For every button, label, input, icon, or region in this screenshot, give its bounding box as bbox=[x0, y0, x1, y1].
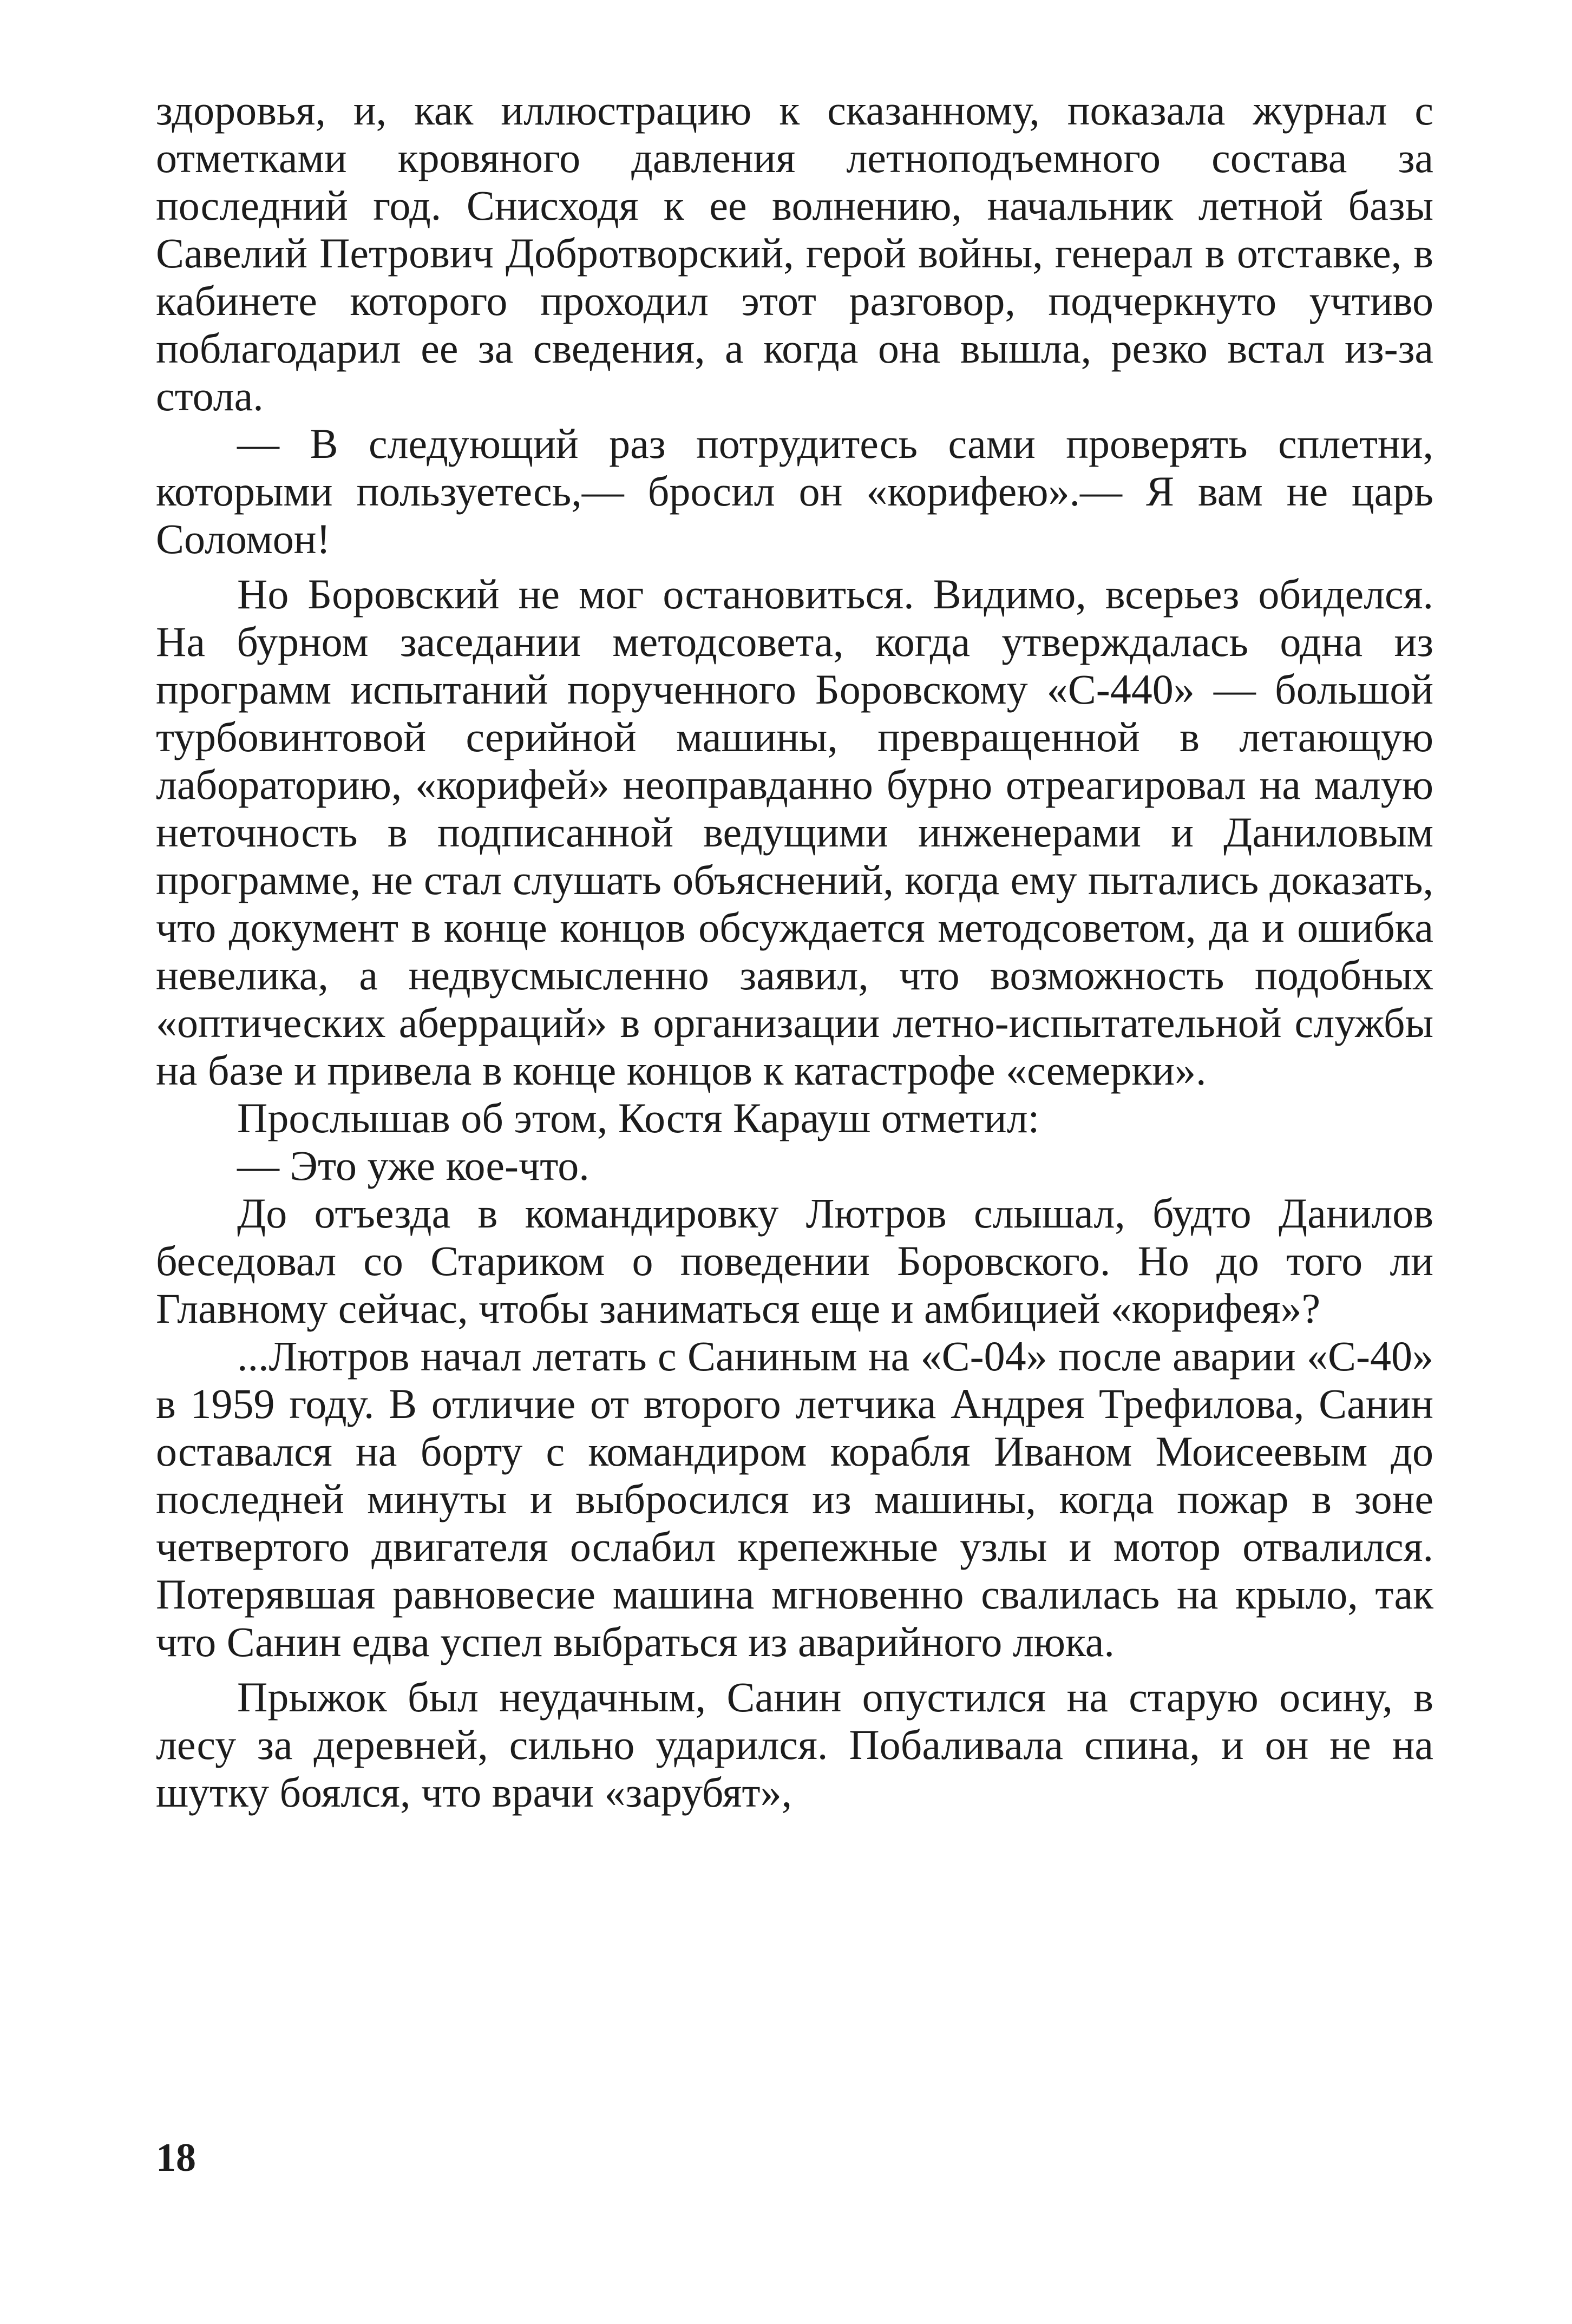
paragraph: До отъезда в командировку Лютров слышал, будто Данилов беседовал со Стариком о поведении Боровского. Но до того ли Главному сейчас, чтобы заниматься еще и амбицией «корифея»? bbox=[156, 1190, 1433, 1332]
paragraph: ...Лютров начал летать с Саниным на «С-04» после аварии «С-40» в 1959 году. В отличие от второго летчика Андрея Трефилова, Санин оставался на борту с командиром корабля Иваном Моисеевым до последней минуты и выбросился из машины, когда пожар в зоне четвертого двигателя ослабил крепежные узлы и мотор отвалился. Потерявшая равновесие машина мгновенно свалилась на крыло, так что Санин едва успел выбраться из аварийного люка. bbox=[156, 1332, 1433, 1665]
paragraph-continuation: здоровья, и, как иллюстрацию к сказанному, показала журнал с отметками кровяного давления летноподъемного состава за последний год. Снисходя к ее волнению, начальник летной базы Савелий Петрович Добротворский, герой войны, генерал в отставке, в кабинете которого проходил этот разговор, подчеркнуто учтиво поблагодарил ее за сведения, а когда она вышла, резко встал из-за стола. bbox=[156, 87, 1433, 419]
paragraph: Прыжок был неудачным, Санин опустился на старую осину, в лесу за деревней, сильно ударился. Побаливала спина, и он не на шутку боялся, что врачи «зарубят», bbox=[156, 1673, 1433, 1816]
page-number: 18 bbox=[156, 2136, 196, 2180]
paragraph: Прослышав об этом, Костя Карауш отметил: bbox=[237, 1094, 1040, 1141]
paragraph-dialogue: — Это уже кое-что. bbox=[237, 1142, 590, 1189]
paragraph-dialogue: — В следующий раз потрудитесь сами проверять сплетни, которыми пользуетесь,— бросил он «корифею».— Я вам не царь Соломон! bbox=[156, 420, 1433, 562]
body-text bbox=[156, 87, 1433, 1816]
paragraph: Но Боровский не мог остановиться. Видимо, всерьез обиделся. На бурном заседании методсовета, когда утверждалась одна из программ испытаний порученного Боровскому «С-440» — большой турбовинтовой серийной машины, превращенной в летающую лабораторию, «корифей» неоправданно бурно отреагировал на малую неточность в подписанной ведущими инженерами и Даниловым программе, не стал слушать объяснений, когда ему пытались доказать, что документ в конце концов обсуждается методсоветом, да и ошибка невелика, а недвусмысленно заявил, что возможность подобных «оптических аберраций» в организации летно-испытательной службы на базе и привела в конце концов к катастрофе «семерки». bbox=[156, 570, 1433, 1094]
